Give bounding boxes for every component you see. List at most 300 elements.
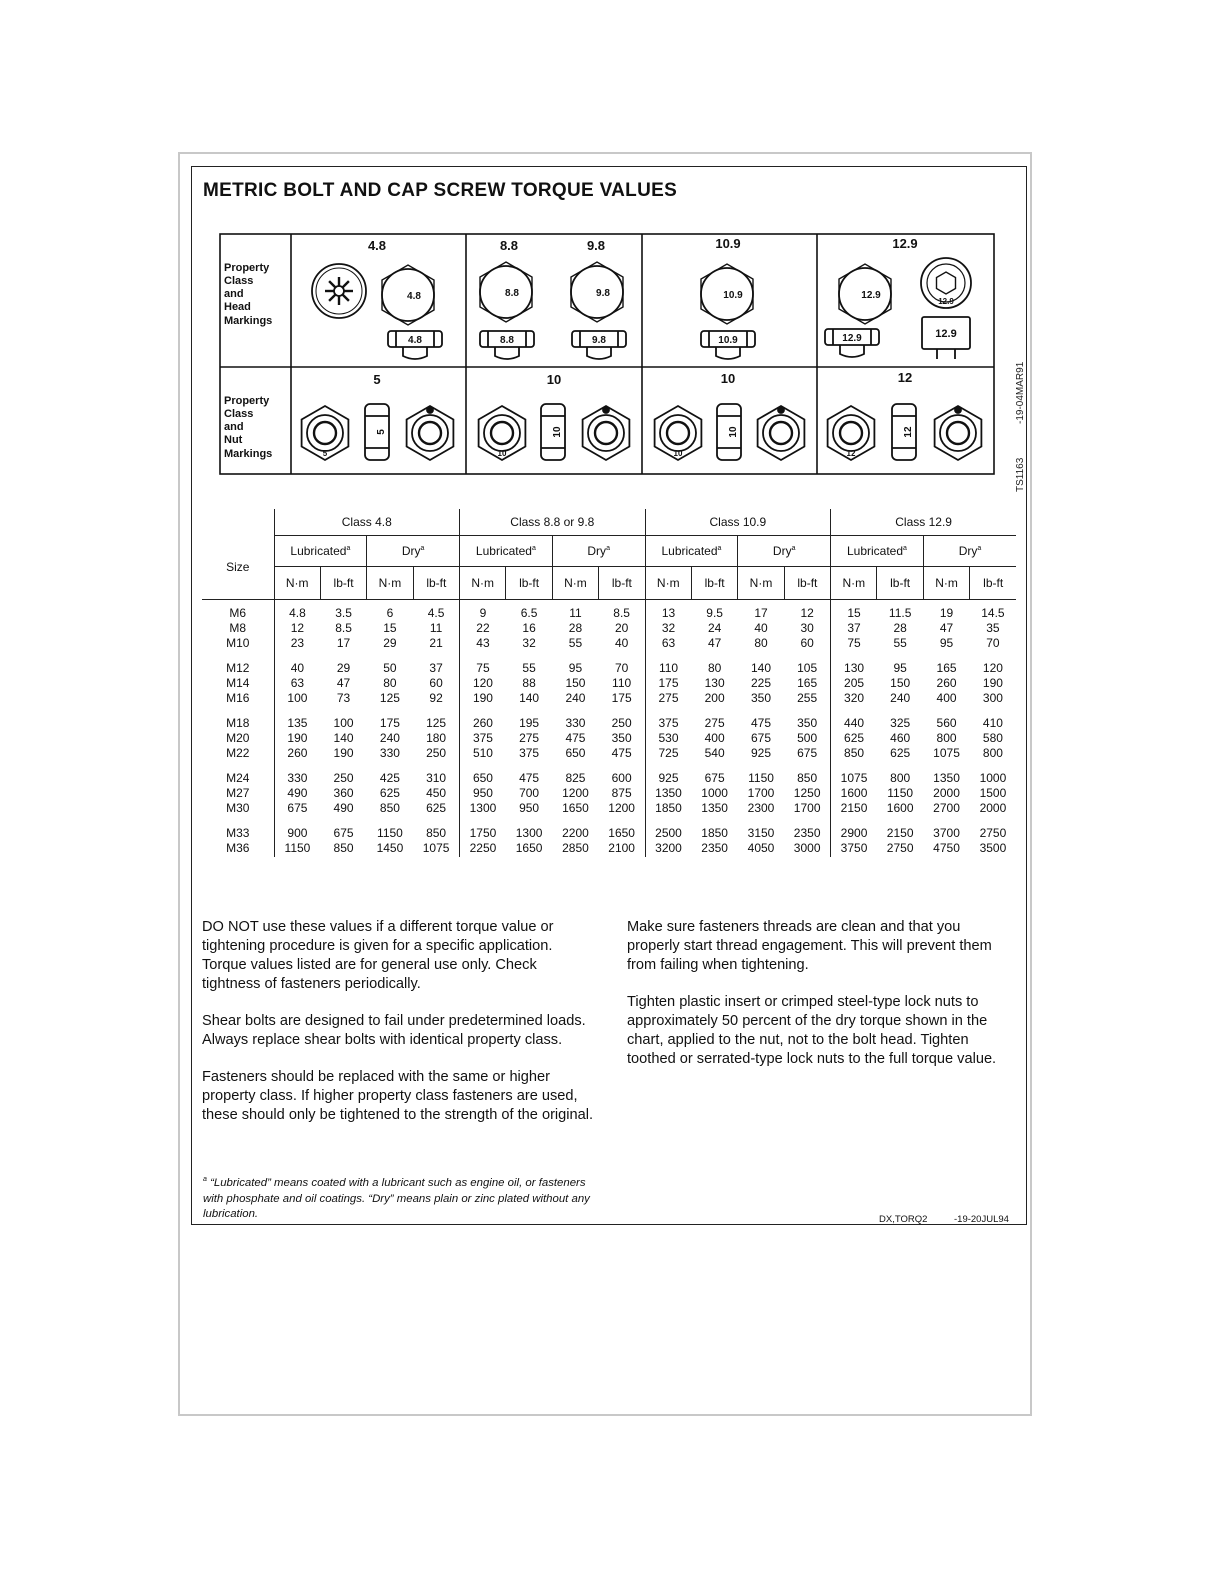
table-row — [202, 676, 1016, 691]
torque-value-cell: 375 — [645, 716, 691, 731]
nut-bore-icon — [491, 422, 513, 444]
torque-value-cell: 2350 — [793, 826, 821, 840]
torque-value-cell: 1700 — [747, 786, 775, 800]
marking-label: 4.8 — [408, 335, 422, 346]
torque-value-cell: 110 — [612, 676, 632, 690]
nut-dot-mark-icon — [778, 407, 784, 413]
torque-value-cell: 325 — [890, 716, 911, 730]
torque-value-cell: 375 — [519, 746, 540, 760]
torque-value-cell: 1700 — [793, 801, 821, 815]
size-cell: M22 — [226, 746, 250, 760]
torque-value-cell: 330 — [379, 746, 400, 760]
unit-header: lb-ft — [599, 567, 645, 600]
torque-value-cell: 29 — [336, 661, 351, 675]
torque-value-cell: 92 — [429, 691, 443, 705]
group-spacer — [202, 761, 1016, 771]
torque-value-cell: 125 — [426, 716, 447, 730]
size-cell: M18 — [226, 716, 250, 730]
torque-value-cell: 2000 — [979, 801, 1007, 815]
marking-label: 4.8 — [407, 291, 421, 302]
torque-value-cell: 1600 — [886, 801, 914, 815]
torque-value-cell: 530 — [645, 731, 691, 746]
torque-value-cell: 130 — [831, 661, 877, 676]
torque-value-cell: 120 — [460, 676, 506, 691]
torque-value-cell: 675 — [704, 771, 725, 785]
torque-value-cell: 50 — [383, 661, 397, 675]
table-row — [202, 771, 1016, 786]
torque-value-cell: 60 — [800, 636, 814, 650]
size-cell: M36 — [226, 841, 250, 855]
marking-label: 12.9 — [938, 297, 954, 306]
torque-value-cell: 23 — [274, 636, 320, 651]
table-row — [202, 606, 1016, 621]
group-spacer — [202, 651, 1016, 661]
torque-value-cell: 725 — [645, 746, 691, 761]
torque-value-cell: 105 — [797, 661, 818, 675]
size-cell: M27 — [226, 786, 250, 800]
unit-header: lb-ft — [413, 567, 459, 600]
torque-value-cell: 2700 — [933, 801, 960, 815]
torque-value-cell: 37 — [429, 661, 443, 675]
torque-value-cell: 125 — [379, 691, 400, 705]
torque-value-cell: 3700 — [933, 826, 960, 840]
torque-value-cell: 675 — [751, 731, 772, 745]
torque-value-cell: 190 — [333, 746, 354, 760]
nut-row-label-line: Nut — [224, 434, 243, 446]
torque-value-cell: 15 — [383, 621, 397, 635]
nut-row-label-line: and — [224, 421, 244, 433]
torque-value-cell: 250 — [611, 716, 632, 730]
torque-value-cell: 8.5 — [613, 606, 630, 620]
torque-value-cell: 70 — [986, 636, 1000, 650]
torque-value-cell: 900 — [274, 826, 320, 841]
torque-value-cell: 650 — [565, 746, 586, 760]
unit-header: lb-ft — [877, 567, 923, 600]
condition-header: Dry$^a$ — [738, 536, 831, 567]
head-row-label-line: Property — [224, 262, 270, 274]
torque-value-cell: 3500 — [979, 841, 1007, 855]
torque-value-cell: 850 — [797, 771, 818, 785]
torque-value-cell: 250 — [426, 746, 447, 760]
marking-label: 8.8 — [505, 288, 519, 299]
torque-value-cell: 63 — [274, 676, 320, 691]
torque-value-cell: 190 — [982, 676, 1003, 690]
head-row-label-line: Class — [224, 275, 254, 287]
torque-value-cell: 300 — [982, 691, 1003, 705]
torque-value-cell: 22 — [460, 621, 506, 636]
torque-value-cell: 135 — [274, 716, 320, 731]
paragraph: Fasteners should be replaced with the same or higher property class. If higher property class fasteners are used, these should only be tightened to the strength of the original. — [202, 1069, 594, 1123]
torque-value-cell: 1850 — [645, 801, 691, 816]
torque-value-cell: 11 — [429, 621, 443, 635]
torque-value-cell: 11.5 — [888, 606, 912, 620]
paragraph: DO NOT use these values if a different torque value or tightening procedure is given for a specific application. Torque values listed are for general use only. Check tightness of fasteners periodically. — [202, 919, 554, 992]
torque-value-cell: 2250 — [460, 841, 506, 857]
nut-chamfer-icon — [940, 415, 976, 451]
torque-value-cell: 140 — [333, 731, 354, 745]
torque-value-cell: 1200 — [608, 801, 635, 815]
torque-value-cell: 12 — [274, 621, 320, 636]
marking-label: 10 — [728, 426, 739, 438]
torque-value-cell: 150 — [565, 676, 586, 690]
table-row — [202, 636, 1016, 651]
torque-value-cell: 375 — [460, 731, 506, 746]
nut-class-label: 12 — [897, 370, 913, 385]
torque-value-cell: 260 — [274, 746, 320, 761]
torque-value-cell: 675 — [797, 746, 818, 760]
torque-value-cell: 260 — [460, 716, 506, 731]
torque-value-cell: 1300 — [515, 826, 543, 840]
torque-value-cell: 1150 — [377, 826, 403, 840]
nut-class-label: 5 — [373, 372, 381, 387]
head-row-label-line: Markings — [224, 315, 273, 327]
nut-row-label-line: Markings — [224, 448, 273, 460]
torque-value-cell: 490 — [274, 786, 320, 801]
torque-value-cell: 475 — [519, 771, 540, 785]
nut-chamfer-icon — [660, 415, 696, 451]
marking-label: 9.8 — [596, 288, 610, 299]
torque-value-cell: 21 — [429, 636, 443, 650]
torque-value-cell: 2000 — [933, 786, 960, 800]
table-row — [202, 841, 1016, 857]
marking-label: 12.9 — [935, 328, 957, 340]
nut-dot-mark-icon — [427, 407, 433, 413]
size-cell: M12 — [226, 661, 250, 675]
page-title: METRIC BOLT AND CAP SCREW TORQUE VALUES — [203, 180, 678, 201]
torque-value-cell: 510 — [460, 746, 506, 761]
torque-value-cell: 130 — [704, 676, 725, 690]
condition-header: Dry$^a$ — [367, 536, 460, 567]
torque-value-cell: 625 — [379, 786, 400, 800]
torque-value-cell: 1350 — [701, 801, 728, 815]
paragraph: Shear bolts are designed to fail under predetermined loads. Always replace shear bolts with identical property class. — [202, 1013, 586, 1048]
size-cell: M30 — [226, 801, 250, 815]
head-row-label-line: Head — [224, 301, 251, 313]
torque-value-cell: 275 — [704, 716, 725, 730]
torque-value-cell: 350 — [797, 716, 818, 730]
torque-value-cell: 4750 — [933, 841, 960, 855]
torque-value-cell: 20 — [614, 621, 629, 635]
torque-value-cell: 410 — [982, 716, 1003, 730]
condition-header: Lubricated$^a$ — [460, 536, 553, 567]
unit-header: N·m — [645, 567, 691, 600]
nut-class-label: 10 — [720, 371, 736, 386]
torque-value-cell: 490 — [333, 801, 354, 815]
torque-value-cell: 17 — [336, 636, 351, 650]
socket-hex-icon — [937, 272, 956, 294]
paragraph: Tighten plastic insert or crimped steel-type lock nuts to approximately 50 percent of the dry torque shown in the chart, applied to the nut, not to the bolt head. Tighten toothed or serrated-type lock nuts to the full torque value. — [627, 994, 997, 1067]
marking-label: 9.8 — [592, 335, 606, 346]
marking-label: 12 — [846, 449, 856, 458]
torque-value-cell: 925 — [751, 746, 772, 760]
nut-chamfer-icon — [763, 415, 799, 451]
torque-table — [202, 509, 1016, 857]
torque-value-cell: 400 — [704, 731, 725, 745]
torque-value-cell: 1000 — [979, 771, 1007, 785]
torque-value-cell: 8.5 — [335, 621, 352, 635]
torque-value-cell: 75 — [460, 661, 506, 676]
torque-value-cell: 80 — [754, 636, 768, 650]
torque-value-cell: 625 — [890, 746, 911, 760]
torque-value-cell: 1600 — [831, 786, 877, 801]
head-row-label-line: and — [224, 288, 244, 300]
torque-value-cell: 40 — [614, 636, 629, 650]
unit-header: lb-ft — [506, 567, 552, 600]
marking-label: 12.9 — [861, 290, 881, 301]
torque-value-cell: 205 — [831, 676, 877, 691]
torque-value-cell: 73 — [336, 691, 351, 705]
torque-value-cell: 75 — [831, 636, 877, 651]
torque-value-cell: 175 — [645, 676, 691, 691]
torque-value-cell: 425 — [379, 771, 400, 785]
torque-value-cell: 3.5 — [335, 606, 352, 620]
paragraph: Make sure fasteners threads are clean and that you properly start thread engagement. This will prevent them from failing when tightening. — [627, 919, 992, 973]
torque-value-cell: 80 — [383, 676, 397, 690]
torque-value-cell: 190 — [274, 731, 320, 746]
table-row — [202, 746, 1016, 761]
torque-value-cell: 200 — [704, 691, 725, 705]
torque-value-cell: 140 — [751, 661, 772, 675]
unit-header: N·m — [738, 567, 784, 600]
footnote — [203, 1176, 603, 1223]
torque-value-cell: 650 — [460, 771, 506, 786]
torque-value-cell: 600 — [611, 771, 632, 785]
torque-value-cell: 55 — [522, 661, 536, 675]
torque-value-cell: 1350 — [645, 786, 691, 801]
torque-value-cell: 12 — [800, 606, 814, 620]
table-row — [202, 786, 1016, 801]
torque-value-cell: 440 — [831, 716, 877, 731]
torque-value-cell: 260 — [936, 676, 957, 690]
torque-value-cell: 47 — [707, 636, 722, 650]
class-header: Class 12.9 — [831, 509, 1017, 536]
torque-value-cell: 2350 — [701, 841, 728, 855]
torque-value-cell: 2750 — [886, 841, 914, 855]
group-spacer — [202, 816, 1016, 826]
torque-value-cell: 625 — [831, 731, 877, 746]
torque-value-cell: 1075 — [831, 771, 877, 786]
torque-value-cell: 1850 — [701, 826, 728, 840]
torque-value-cell: 250 — [333, 771, 354, 785]
torque-value-cell: 540 — [704, 746, 725, 760]
torque-value-cell: 1150 — [748, 771, 774, 785]
torque-value-cell: 17 — [754, 606, 768, 620]
condition-header: Dry$^a$ — [552, 536, 645, 567]
torque-value-cell: 1075 — [422, 841, 450, 855]
nut-bore-icon — [419, 422, 441, 444]
torque-value-cell: 43 — [460, 636, 506, 651]
size-header: Size — [202, 536, 274, 600]
torque-value-cell: 37 — [831, 621, 877, 636]
torque-value-cell: 195 — [519, 716, 540, 730]
torque-value-cell: 3200 — [645, 841, 691, 857]
marking-label: 10 — [552, 426, 563, 438]
group-spacer — [202, 706, 1016, 716]
head-class-label: 4.8 — [367, 238, 387, 253]
size-cell: M24 — [226, 771, 250, 785]
size-cell: M16 — [226, 691, 250, 705]
torque-value-cell: 9 — [460, 606, 506, 621]
condition-header: Lubricated$^a$ — [274, 536, 367, 567]
class-header: Class 4.8 — [274, 509, 460, 536]
torque-value-cell: 225 — [751, 676, 772, 690]
torque-value-cell: 1350 — [933, 771, 960, 785]
torque-value-cell: 2750 — [979, 826, 1007, 840]
torque-value-cell: 88 — [522, 676, 536, 690]
torque-value-cell: 4050 — [747, 841, 775, 855]
torque-value-cell: 800 — [890, 771, 911, 785]
torque-value-cell: 475 — [751, 716, 772, 730]
unit-header: lb-ft — [691, 567, 737, 600]
torque-value-cell: 175 — [379, 716, 400, 730]
marking-label: 10 — [497, 449, 507, 458]
torque-value-cell: 580 — [982, 731, 1003, 745]
unit-header: lb-ft — [320, 567, 366, 600]
torque-value-cell: 1650 — [562, 801, 589, 815]
torque-value-cell: 4.8 — [274, 606, 320, 621]
marking-label: 10 — [673, 449, 683, 458]
unit-header: N·m — [552, 567, 598, 600]
table-row — [202, 731, 1016, 746]
torque-value-cell: 275 — [645, 691, 691, 706]
bolt-shank-icon — [587, 347, 611, 359]
torque-value-cell: 560 — [936, 716, 957, 730]
torque-value-cell: 190 — [460, 691, 506, 706]
torque-value-cell: 32 — [645, 621, 691, 636]
table-row — [202, 621, 1016, 636]
torque-value-cell: 925 — [645, 771, 691, 786]
torque-value-cell: 330 — [565, 716, 586, 730]
torque-value-cell: 55 — [568, 636, 583, 650]
torque-value-cell: 100 — [274, 691, 320, 706]
table-row — [202, 826, 1016, 841]
torque-value-cell: 40 — [754, 621, 768, 635]
table-corner — [202, 509, 274, 536]
torque-value-cell: 24 — [707, 621, 722, 635]
torque-value-cell: 350 — [751, 691, 772, 705]
nut-bore-icon — [840, 422, 862, 444]
torque-value-cell: 2300 — [747, 801, 775, 815]
torque-value-cell: 400 — [936, 691, 957, 705]
torque-value-cell: 175 — [611, 691, 632, 705]
bolt-shank-icon — [495, 347, 519, 359]
torque-value-cell: 1650 — [608, 826, 635, 840]
torque-value-cell: 3150 — [747, 826, 775, 840]
nut-chamfer-icon — [307, 415, 343, 451]
torque-value-cell: 1000 — [701, 786, 728, 800]
size-cell: M20 — [226, 731, 250, 745]
torque-value-cell: 100 — [333, 716, 354, 730]
size-cell: M14 — [226, 676, 250, 690]
torque-value-cell: 63 — [645, 636, 691, 651]
nut-dot-mark-icon — [603, 407, 609, 413]
torque-value-cell: 35 — [986, 621, 1000, 635]
figure-code-2: TS1163 — [1015, 457, 1026, 492]
size-cell: M6 — [229, 606, 247, 620]
nut-bore-icon — [667, 422, 689, 444]
torque-value-cell: 850 — [426, 826, 447, 840]
torque-value-cell: 2150 — [831, 801, 877, 816]
footnote-mark: a — [203, 1176, 207, 1184]
date-code: -19-20JUL94 — [954, 1214, 1009, 1225]
torque-value-cell: 1250 — [793, 786, 821, 800]
torque-value-cell: 2100 — [608, 841, 635, 855]
torque-value-cell: 475 — [611, 746, 632, 760]
torque-value-cell: 4.5 — [427, 606, 445, 620]
unit-header: lb-ft — [784, 567, 830, 600]
torque-value-cell: 675 — [333, 826, 354, 840]
torque-value-cell: 320 — [831, 691, 877, 706]
torque-value-cell: 2900 — [831, 826, 877, 841]
torque-value-cell: 140 — [519, 691, 540, 705]
torque-value-cell: 1150 — [887, 786, 914, 800]
unit-header: N·m — [831, 567, 877, 600]
nut-chamfer-icon — [484, 415, 520, 451]
marking-label: 5 — [376, 429, 387, 435]
right-text-column — [627, 918, 1011, 1087]
torque-value-cell: 60 — [429, 676, 443, 690]
torque-value-cell: 29 — [383, 636, 397, 650]
nut-row-label — [224, 395, 272, 460]
nut-chamfer-icon — [588, 415, 624, 451]
torque-value-cell: 3750 — [831, 841, 877, 857]
bolt-shank-icon — [840, 345, 864, 357]
torque-value-cell: 950 — [460, 786, 506, 801]
torque-value-cell: 70 — [614, 661, 629, 675]
condition-header: Lubricated$^a$ — [645, 536, 738, 567]
table-row — [202, 801, 1016, 816]
torque-value-cell: 500 — [797, 731, 818, 745]
torque-value-cell: 800 — [936, 731, 957, 745]
marking-label: 10.9 — [718, 335, 738, 346]
torque-value-cell: 180 — [426, 731, 447, 745]
torque-value-cell: 95 — [893, 661, 907, 675]
torque-value-cell: 2850 — [562, 841, 589, 855]
unit-header: N·m — [923, 567, 969, 600]
torque-value-cell: 310 — [426, 771, 447, 785]
head-class-label: 9.8 — [586, 238, 606, 253]
torque-value-cell: 9.5 — [706, 606, 723, 620]
torque-value-cell: 1500 — [979, 786, 1007, 800]
torque-value-cell: 95 — [939, 636, 954, 650]
class-header: Class 8.8 or 9.8 — [460, 509, 646, 536]
torque-value-cell: 450 — [426, 786, 447, 800]
nut-row-label-line: Property — [224, 395, 270, 407]
condition-header: Dry$^a$ — [923, 536, 1016, 567]
torque-value-cell: 1300 — [460, 801, 506, 816]
torque-value-cell: 95 — [568, 661, 583, 675]
torque-value-cell: 55 — [893, 636, 907, 650]
bolt-shank-icon — [403, 347, 427, 359]
torque-value-cell: 32 — [522, 636, 536, 650]
torque-value-cell: 1075 — [933, 746, 960, 760]
unit-header: lb-ft — [970, 567, 1016, 600]
torque-value-cell: 475 — [565, 731, 586, 745]
torque-value-cell: 625 — [426, 801, 447, 815]
torque-value-cell: 850 — [333, 841, 354, 855]
torque-value-cell: 850 — [831, 746, 877, 761]
marking-label: 10.9 — [723, 290, 743, 301]
nut-bore-icon — [595, 422, 617, 444]
table-row — [202, 716, 1016, 731]
torque-value-cell: 255 — [797, 691, 818, 705]
nut-bore-icon — [314, 422, 336, 444]
size-cell: M33 — [226, 826, 250, 840]
torque-value-cell: 19 — [939, 606, 954, 620]
condition-header: Lubricated$^a$ — [831, 536, 924, 567]
size-cell: M8 — [229, 621, 247, 635]
torque-value-cell: 6 — [386, 606, 394, 620]
